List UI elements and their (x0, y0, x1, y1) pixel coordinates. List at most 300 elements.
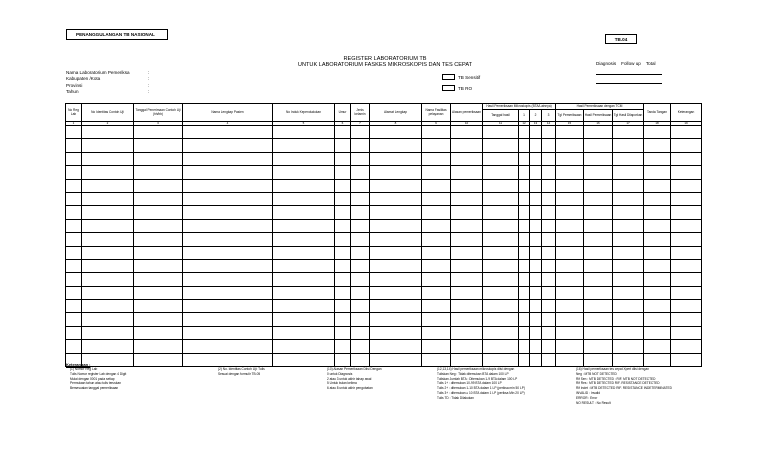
entry-cell[interactable] (671, 326, 702, 339)
entry-cell[interactable] (422, 300, 451, 313)
entry-cell[interactable] (134, 139, 183, 152)
entry-cell[interactable] (422, 219, 451, 232)
entry-cell[interactable] (335, 206, 351, 219)
entry-cell[interactable] (82, 300, 134, 313)
entry-cell[interactable] (370, 313, 422, 326)
entry-cell[interactable] (556, 353, 584, 366)
entry-cell[interactable] (451, 340, 483, 353)
entry-cell[interactable] (422, 166, 451, 179)
entry-cell[interactable] (335, 273, 351, 286)
entry-cell[interactable] (519, 286, 530, 299)
entry-cell[interactable] (82, 286, 134, 299)
entry-cell[interactable] (451, 233, 483, 246)
entry-cell[interactable] (82, 246, 134, 259)
entry-cell[interactable] (556, 326, 584, 339)
entry-cell[interactable] (556, 166, 584, 179)
entry-cell[interactable] (183, 139, 273, 152)
entry-cell[interactable] (82, 166, 134, 179)
entry-cell[interactable] (519, 152, 530, 165)
entry-cell[interactable] (671, 139, 702, 152)
entry-cell[interactable] (335, 126, 351, 139)
entry-cell[interactable] (370, 300, 422, 313)
entry-cell[interactable] (422, 179, 451, 192)
entry-cell[interactable] (556, 313, 584, 326)
entry-cell[interactable] (66, 179, 82, 192)
entry-cell[interactable] (451, 206, 483, 219)
entry-cell[interactable] (451, 300, 483, 313)
entry-cell[interactable] (451, 259, 483, 272)
entry-cell[interactable] (351, 152, 370, 165)
entry-cell[interactable] (644, 192, 671, 205)
entry-cell[interactable] (644, 326, 671, 339)
entry-cell[interactable] (335, 326, 351, 339)
entry-cell[interactable] (335, 246, 351, 259)
entry-cell[interactable] (556, 259, 584, 272)
entry-cell[interactable] (422, 192, 451, 205)
entry-cell[interactable] (613, 286, 644, 299)
entry-cell[interactable] (584, 340, 613, 353)
entry-cell[interactable] (584, 246, 613, 259)
entry-cell[interactable] (82, 233, 134, 246)
entry-cell[interactable] (556, 286, 584, 299)
entry-cell[interactable] (66, 233, 82, 246)
entry-cell[interactable] (335, 286, 351, 299)
entry-cell[interactable] (671, 126, 702, 139)
entry-cell[interactable] (66, 152, 82, 165)
entry-cell[interactable] (335, 259, 351, 272)
entry-cell[interactable] (351, 259, 370, 272)
entry-cell[interactable] (66, 139, 82, 152)
entry-cell[interactable] (82, 179, 134, 192)
entry-cell[interactable] (183, 206, 273, 219)
entry-cell[interactable] (134, 246, 183, 259)
entry-cell[interactable] (183, 353, 273, 366)
entry-cell[interactable] (556, 206, 584, 219)
entry-cell[interactable] (66, 300, 82, 313)
entry-cell[interactable] (335, 313, 351, 326)
entry-cell[interactable] (671, 219, 702, 232)
entry-cell[interactable] (542, 139, 556, 152)
entry-cell[interactable] (273, 286, 335, 299)
entry-cell[interactable] (422, 139, 451, 152)
entry-cell[interactable] (542, 300, 556, 313)
entry-cell[interactable] (451, 286, 483, 299)
entry-cell[interactable] (530, 300, 542, 313)
entry-cell[interactable] (519, 273, 530, 286)
entry-cell[interactable] (451, 192, 483, 205)
entry-cell[interactable] (530, 206, 542, 219)
entry-cell[interactable] (273, 300, 335, 313)
entry-cell[interactable] (644, 139, 671, 152)
entry-cell[interactable] (519, 259, 530, 272)
entry-cell[interactable] (530, 246, 542, 259)
entry-cell[interactable] (519, 139, 530, 152)
entry-cell[interactable] (542, 353, 556, 366)
entry-cell[interactable] (542, 192, 556, 205)
entry-cell[interactable] (671, 340, 702, 353)
entry-cell[interactable] (542, 286, 556, 299)
entry-cell[interactable] (483, 340, 519, 353)
entry-cell[interactable] (613, 206, 644, 219)
entry-cell[interactable] (370, 152, 422, 165)
entry-cell[interactable] (273, 219, 335, 232)
entry-cell[interactable] (584, 179, 613, 192)
entry-cell[interactable] (273, 259, 335, 272)
entry-cell[interactable] (483, 273, 519, 286)
entry-cell[interactable] (451, 219, 483, 232)
entry-cell[interactable] (66, 313, 82, 326)
entry-cell[interactable] (82, 192, 134, 205)
entry-cell[interactable] (183, 300, 273, 313)
entry-cell[interactable] (519, 206, 530, 219)
entry-cell[interactable] (613, 179, 644, 192)
entry-cell[interactable] (351, 192, 370, 205)
entry-cell[interactable] (613, 300, 644, 313)
entry-cell[interactable] (584, 259, 613, 272)
entry-cell[interactable] (451, 126, 483, 139)
entry-cell[interactable] (530, 259, 542, 272)
entry-cell[interactable] (644, 219, 671, 232)
entry-cell[interactable] (82, 219, 134, 232)
entry-cell[interactable] (644, 233, 671, 246)
entry-cell[interactable] (451, 152, 483, 165)
entry-cell[interactable] (351, 326, 370, 339)
entry-cell[interactable] (351, 300, 370, 313)
entry-cell[interactable] (273, 192, 335, 205)
entry-cell[interactable] (556, 139, 584, 152)
entry-cell[interactable] (273, 326, 335, 339)
entry-cell[interactable] (422, 126, 451, 139)
entry-cell[interactable] (584, 192, 613, 205)
entry-cell[interactable] (82, 326, 134, 339)
entry-cell[interactable] (519, 126, 530, 139)
entry-cell[interactable] (542, 326, 556, 339)
entry-cell[interactable] (451, 166, 483, 179)
entry-cell[interactable] (183, 152, 273, 165)
entry-cell[interactable] (556, 340, 584, 353)
entry-cell[interactable] (613, 166, 644, 179)
entry-cell[interactable] (483, 166, 519, 179)
entry-cell[interactable] (335, 219, 351, 232)
entry-cell[interactable] (530, 126, 542, 139)
entry-cell[interactable] (66, 273, 82, 286)
entry-cell[interactable] (335, 139, 351, 152)
entry-cell[interactable] (370, 166, 422, 179)
entry-cell[interactable] (519, 192, 530, 205)
entry-cell[interactable] (483, 300, 519, 313)
entry-cell[interactable] (542, 166, 556, 179)
entry-cell[interactable] (644, 286, 671, 299)
entry-cell[interactable] (644, 340, 671, 353)
entry-cell[interactable] (273, 353, 335, 366)
entry-cell[interactable] (370, 233, 422, 246)
entry-cell[interactable] (451, 273, 483, 286)
entry-cell[interactable] (530, 166, 542, 179)
entry-cell[interactable] (613, 246, 644, 259)
entry-cell[interactable] (351, 139, 370, 152)
entry-cell[interactable] (483, 206, 519, 219)
entry-cell[interactable] (134, 219, 183, 232)
entry-cell[interactable] (335, 233, 351, 246)
entry-cell[interactable] (335, 152, 351, 165)
entry-cell[interactable] (519, 219, 530, 232)
entry-cell[interactable] (134, 126, 183, 139)
entry-cell[interactable] (183, 259, 273, 272)
entry-cell[interactable] (483, 313, 519, 326)
entry-cell[interactable] (483, 286, 519, 299)
entry-cell[interactable] (483, 233, 519, 246)
entry-cell[interactable] (542, 219, 556, 232)
entry-cell[interactable] (556, 273, 584, 286)
entry-cell[interactable] (451, 246, 483, 259)
entry-cell[interactable] (542, 313, 556, 326)
entry-cell[interactable] (422, 313, 451, 326)
entry-cell[interactable] (370, 326, 422, 339)
entry-cell[interactable] (613, 139, 644, 152)
entry-cell[interactable] (351, 340, 370, 353)
entry-cell[interactable] (82, 126, 134, 139)
entry-cell[interactable] (273, 246, 335, 259)
entry-cell[interactable] (422, 206, 451, 219)
entry-cell[interactable] (134, 353, 183, 366)
entry-cell[interactable] (519, 179, 530, 192)
entry-cell[interactable] (542, 126, 556, 139)
entry-cell[interactable] (584, 139, 613, 152)
entry-cell[interactable] (422, 353, 451, 366)
entry-cell[interactable] (584, 300, 613, 313)
entry-cell[interactable] (671, 273, 702, 286)
entry-cell[interactable] (584, 152, 613, 165)
entry-cell[interactable] (134, 259, 183, 272)
entry-cell[interactable] (483, 246, 519, 259)
entry-cell[interactable] (530, 286, 542, 299)
entry-cell[interactable] (613, 219, 644, 232)
entry-cell[interactable] (644, 206, 671, 219)
entry-cell[interactable] (556, 192, 584, 205)
entry-cell[interactable] (351, 179, 370, 192)
entry-cell[interactable] (183, 326, 273, 339)
entry-cell[interactable] (483, 326, 519, 339)
entry-cell[interactable] (644, 300, 671, 313)
entry-cell[interactable] (644, 246, 671, 259)
entry-cell[interactable] (273, 273, 335, 286)
entry-cell[interactable] (370, 353, 422, 366)
entry-cell[interactable] (66, 246, 82, 259)
entry-cell[interactable] (134, 326, 183, 339)
entry-cell[interactable] (584, 206, 613, 219)
entry-cell[interactable] (351, 166, 370, 179)
entry-cell[interactable] (613, 233, 644, 246)
checkbox-box[interactable] (442, 85, 455, 91)
entry-cell[interactable] (66, 206, 82, 219)
entry-cell[interactable] (483, 192, 519, 205)
entry-cell[interactable] (273, 340, 335, 353)
entry-cell[interactable] (542, 179, 556, 192)
entry-cell[interactable] (483, 126, 519, 139)
entry-cell[interactable] (671, 166, 702, 179)
entry-cell[interactable] (82, 273, 134, 286)
entry-cell[interactable] (370, 139, 422, 152)
entry-cell[interactable] (82, 340, 134, 353)
entry-cell[interactable] (183, 286, 273, 299)
entry-cell[interactable] (644, 353, 671, 366)
entry-cell[interactable] (556, 300, 584, 313)
entry-cell[interactable] (370, 246, 422, 259)
entry-cell[interactable] (451, 353, 483, 366)
entry-cell[interactable] (483, 179, 519, 192)
entry-cell[interactable] (66, 166, 82, 179)
entry-cell[interactable] (183, 192, 273, 205)
entry-cell[interactable] (422, 259, 451, 272)
entry-cell[interactable] (422, 340, 451, 353)
entry-cell[interactable] (671, 313, 702, 326)
entry-cell[interactable] (671, 233, 702, 246)
entry-cell[interactable] (542, 273, 556, 286)
entry-cell[interactable] (335, 179, 351, 192)
entry-cell[interactable] (613, 259, 644, 272)
entry-cell[interactable] (613, 353, 644, 366)
entry-cell[interactable] (613, 273, 644, 286)
entry-cell[interactable] (66, 286, 82, 299)
entry-cell[interactable] (66, 192, 82, 205)
entry-cell[interactable] (644, 126, 671, 139)
entry-cell[interactable] (134, 192, 183, 205)
entry-cell[interactable] (422, 246, 451, 259)
entry-cell[interactable] (556, 126, 584, 139)
entry-cell[interactable] (584, 353, 613, 366)
entry-cell[interactable] (671, 259, 702, 272)
entry-cell[interactable] (82, 152, 134, 165)
entry-cell[interactable] (542, 206, 556, 219)
entry-cell[interactable] (183, 166, 273, 179)
entry-cell[interactable] (66, 326, 82, 339)
entry-cell[interactable] (671, 246, 702, 259)
entry-cell[interactable] (183, 219, 273, 232)
entry-cell[interactable] (584, 126, 613, 139)
entry-cell[interactable] (351, 286, 370, 299)
entry-cell[interactable] (542, 233, 556, 246)
entry-cell[interactable] (519, 340, 530, 353)
entry-cell[interactable] (335, 353, 351, 366)
entry-cell[interactable] (451, 326, 483, 339)
entry-cell[interactable] (556, 233, 584, 246)
entry-cell[interactable] (556, 152, 584, 165)
entry-cell[interactable] (351, 219, 370, 232)
entry-cell[interactable] (422, 326, 451, 339)
entry-cell[interactable] (530, 219, 542, 232)
entry-cell[interactable] (483, 259, 519, 272)
entry-cell[interactable] (519, 246, 530, 259)
entry-cell[interactable] (483, 353, 519, 366)
entry-cell[interactable] (530, 233, 542, 246)
entry-cell[interactable] (273, 126, 335, 139)
entry-cell[interactable] (556, 219, 584, 232)
checkbox-tb-ro[interactable] (442, 85, 472, 91)
entry-cell[interactable] (644, 166, 671, 179)
entry-cell[interactable] (335, 300, 351, 313)
entry-cell[interactable] (556, 179, 584, 192)
entry-cell[interactable] (530, 313, 542, 326)
entry-cell[interactable] (613, 192, 644, 205)
entry-cell[interactable] (82, 313, 134, 326)
entry-cell[interactable] (351, 353, 370, 366)
entry-cell[interactable] (422, 273, 451, 286)
entry-cell[interactable] (530, 192, 542, 205)
entry-cell[interactable] (351, 126, 370, 139)
entry-cell[interactable] (370, 259, 422, 272)
entry-cell[interactable] (134, 206, 183, 219)
entry-cell[interactable] (183, 233, 273, 246)
entry-cell[interactable] (351, 313, 370, 326)
entry-cell[interactable] (183, 313, 273, 326)
entry-cell[interactable] (542, 152, 556, 165)
checkbox-box[interactable] (442, 74, 455, 80)
entry-cell[interactable] (370, 126, 422, 139)
entry-cell[interactable] (183, 340, 273, 353)
entry-cell[interactable] (134, 152, 183, 165)
entry-cell[interactable] (134, 233, 183, 246)
entry-cell[interactable] (530, 340, 542, 353)
entry-cell[interactable] (370, 273, 422, 286)
entry-cell[interactable] (671, 179, 702, 192)
entry-cell[interactable] (335, 192, 351, 205)
entry-cell[interactable] (273, 152, 335, 165)
entry-cell[interactable] (134, 166, 183, 179)
entry-cell[interactable] (519, 166, 530, 179)
entry-cell[interactable] (134, 313, 183, 326)
entry-cell[interactable] (613, 126, 644, 139)
entry-cell[interactable] (134, 273, 183, 286)
entry-cell[interactable] (351, 206, 370, 219)
entry-cell[interactable] (82, 206, 134, 219)
entry-cell[interactable] (351, 233, 370, 246)
entry-cell[interactable] (584, 326, 613, 339)
entry-cell[interactable] (273, 179, 335, 192)
entry-cell[interactable] (273, 313, 335, 326)
entry-cell[interactable] (519, 233, 530, 246)
entry-cell[interactable] (613, 340, 644, 353)
entry-cell[interactable] (671, 300, 702, 313)
entry-cell[interactable] (183, 179, 273, 192)
entry-cell[interactable] (134, 340, 183, 353)
entry-cell[interactable] (183, 273, 273, 286)
entry-cell[interactable] (530, 353, 542, 366)
entry-cell[interactable] (422, 233, 451, 246)
entry-cell[interactable] (351, 246, 370, 259)
entry-cell[interactable] (542, 259, 556, 272)
entry-cell[interactable] (66, 219, 82, 232)
entry-cell[interactable] (671, 286, 702, 299)
entry-cell[interactable] (451, 313, 483, 326)
entry-cell[interactable] (183, 126, 273, 139)
entry-cell[interactable] (644, 259, 671, 272)
entry-cell[interactable] (370, 219, 422, 232)
entry-cell[interactable] (671, 192, 702, 205)
entry-cell[interactable] (134, 300, 183, 313)
entry-cell[interactable] (66, 340, 82, 353)
entry-cell[interactable] (644, 152, 671, 165)
entry-cell[interactable] (584, 273, 613, 286)
entry-cell[interactable] (273, 233, 335, 246)
entry-cell[interactable] (134, 179, 183, 192)
entry-cell[interactable] (584, 286, 613, 299)
entry-cell[interactable] (451, 139, 483, 152)
entry-cell[interactable] (183, 246, 273, 259)
entry-cell[interactable] (351, 273, 370, 286)
entry-cell[interactable] (644, 273, 671, 286)
entry-cell[interactable] (671, 353, 702, 366)
entry-cell[interactable] (370, 206, 422, 219)
